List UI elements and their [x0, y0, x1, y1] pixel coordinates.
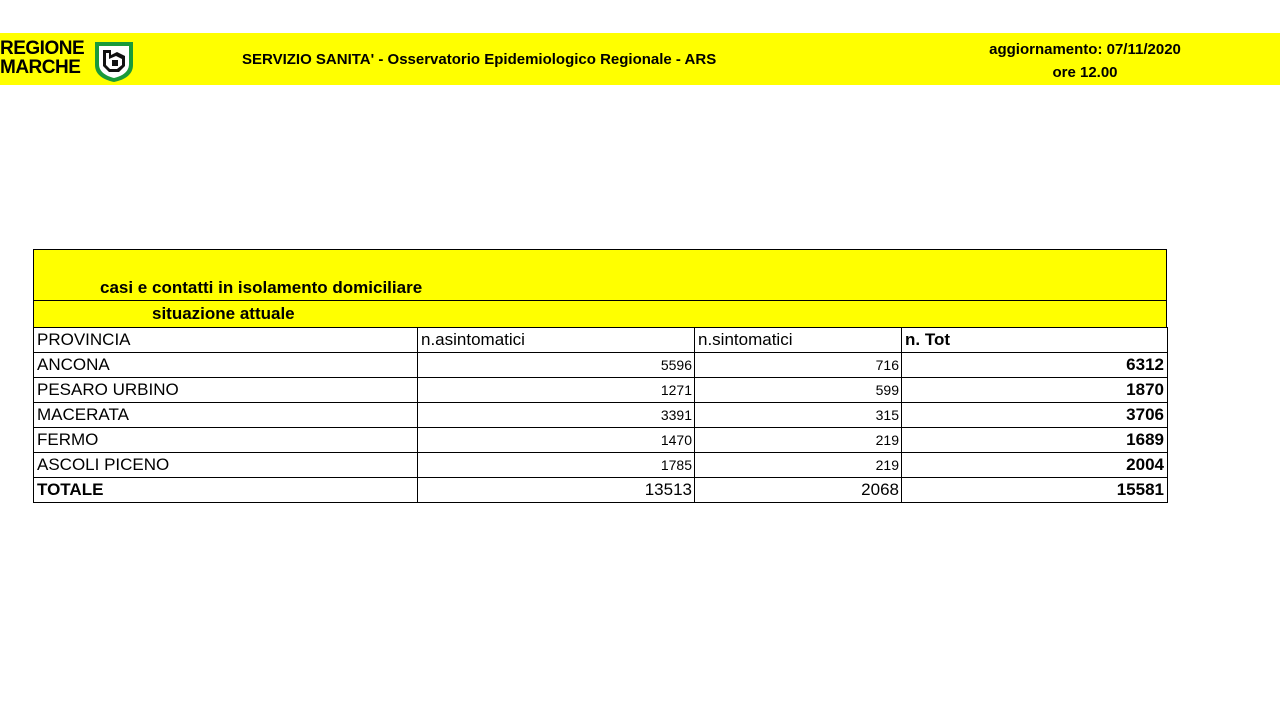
cell-tot: 1870: [902, 378, 1168, 403]
cell-tot: 1689: [902, 428, 1168, 453]
cell-sintomatici: 219: [695, 453, 902, 478]
cell-sintomatici: 599: [695, 378, 902, 403]
service-title: SERVIZIO SANITA' - Osservatorio Epidemiologico Regionale - ARS: [242, 51, 717, 68]
cell-asintomatici: 1785: [418, 453, 695, 478]
logo-text: [0, 39, 84, 77]
cell-provincia: PESARO URBINO: [34, 378, 418, 403]
update-time: ore 12.00: [1052, 64, 1118, 81]
cell-asintomatici: 1271: [418, 378, 695, 403]
logo-line-1: REGIONE: [0, 38, 85, 59]
cell-asintomatici: 3391: [418, 403, 695, 428]
cell-asintomatici: 1470: [418, 428, 695, 453]
update-date: aggiornamento: 07/11/2020: [989, 41, 1181, 58]
logo-line-2: MARCHE: [0, 57, 81, 78]
table-row: [34, 403, 1168, 428]
column-header-asintomatici: n.asintomatici: [418, 328, 695, 353]
table-row: [34, 353, 1168, 378]
table-header-row: [34, 328, 1168, 353]
column-header-sintomatici: n.sintomatici: [695, 328, 902, 353]
column-header-provincia: PROVINCIA: [34, 328, 418, 353]
cell-tot: 6312: [902, 353, 1168, 378]
isolation-table-block: [33, 249, 1167, 503]
cell-provincia: ANCONA: [34, 353, 418, 378]
cell-sintomatici: 219: [695, 428, 902, 453]
regione-emblem-icon: [92, 39, 136, 83]
isolation-table: [33, 327, 1168, 503]
cell-provincia: MACERATA: [34, 403, 418, 428]
total-sintomatici: 2068: [695, 478, 902, 503]
cell-asintomatici: 5596: [418, 353, 695, 378]
total-asintomatici: 13513: [418, 478, 695, 503]
regione-marche-logo: [0, 39, 140, 81]
table-row: [34, 453, 1168, 478]
total-label: TOTALE: [34, 478, 418, 503]
table-subtitle-band: [33, 300, 1167, 327]
cell-provincia: FERMO: [34, 428, 418, 453]
table-row: [34, 378, 1168, 403]
table-subtitle: situazione attuale: [152, 304, 295, 323]
update-info: [960, 38, 1210, 84]
cell-sintomatici: 716: [695, 353, 902, 378]
header-banner: [0, 33, 1280, 85]
total-tot: 15581: [902, 478, 1168, 503]
table-row: [34, 428, 1168, 453]
cell-tot: 2004: [902, 453, 1168, 478]
cell-tot: 3706: [902, 403, 1168, 428]
cell-provincia: ASCOLI PICENO: [34, 453, 418, 478]
table-total-row: [34, 478, 1168, 503]
table-title: casi e contatti in isolamento domiciliare: [100, 278, 423, 297]
table-title-band: [33, 249, 1167, 300]
column-header-tot: n. Tot: [902, 328, 1168, 353]
cell-sintomatici: 315: [695, 403, 902, 428]
